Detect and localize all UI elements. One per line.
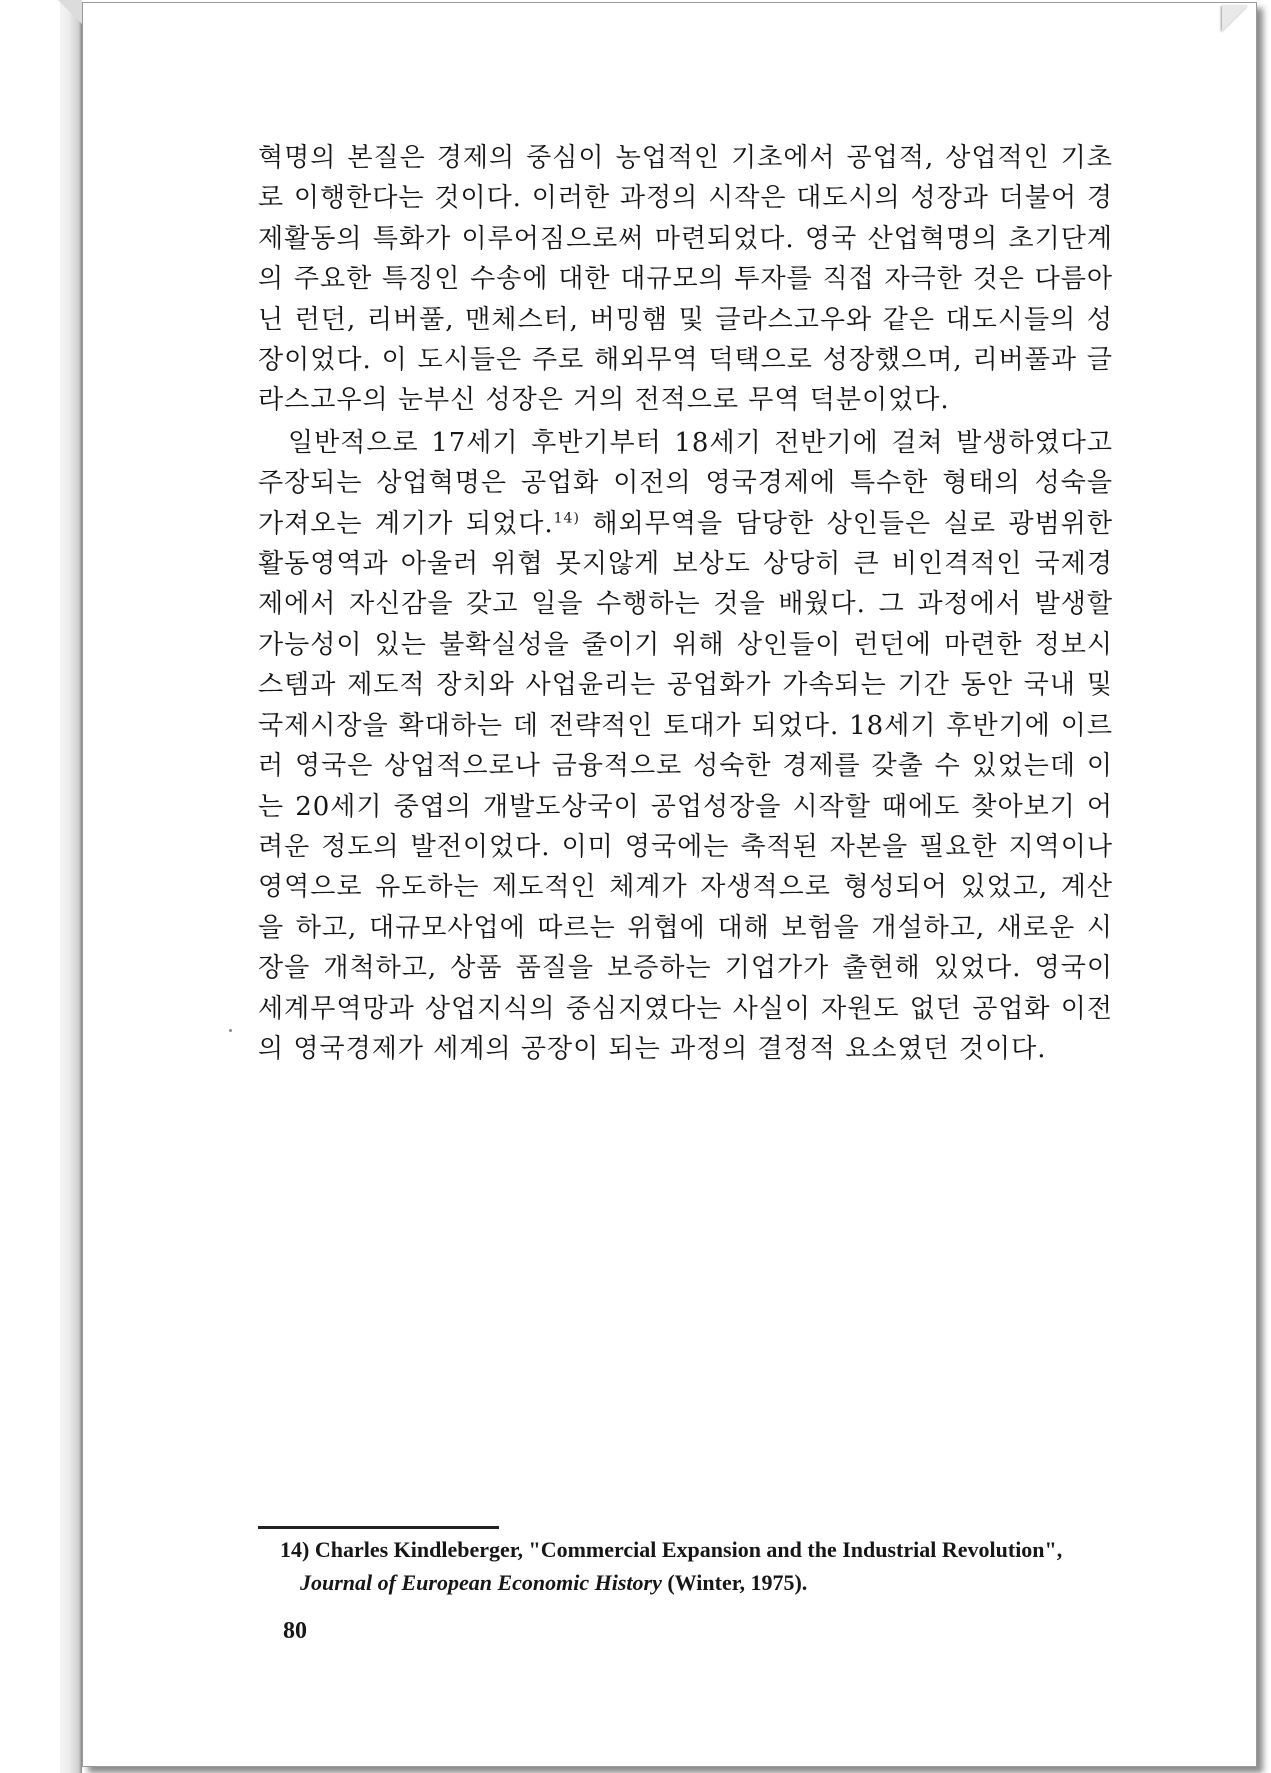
paragraph-2-part-1: 일반적으로 17세기 후반기부터 18세기 전반기에 걸쳐 발생하였다고 주장되는 상업혁명은 공업화 이전의 영국경제에 특수한 형태의 성숙을 가져오는 계기가 되었다.: [258, 427, 1113, 539]
page-curl-corner: [1222, 5, 1248, 31]
page-number: 80: [283, 1618, 307, 1644]
paragraph-1: 혁명의 본질은 경제의 중심이 농업적인 기초에서 공업적, 상업적인 기초로 이행한다는 것이다. 이러한 과정의 시작은 대도시의 성장과 더불어 경제활동의 특화가 이루어짐으로써 마련되었다. 영국 산업혁명의 초기단계의 주요한 특징인 수송에 대한 대규모의 투자를 직접 자극한 것은 다름아닌 런던, 리버풀, 맨체스터, 버밍햄 및 글라스고우와 같은 대도시들의 성장이었다. 이 도시들은 주로 해외무역 덕택으로 성장했으며, 리버풀과 글라스고우의 눈부신 성장은 거의 전적으로 무역 덕분이었다.: [258, 143, 1113, 416]
paragraph-2: [258, 423, 1113, 1070]
footnote-number: 14): [280, 1537, 310, 1562]
footnote-line-2: [280, 1566, 1140, 1599]
footnote: [280, 1533, 1140, 1599]
footnote-citation: Charles Kindleberger, "Commercial Expansion and the Industrial Revolution",: [314, 1537, 1063, 1562]
footnote-journal: Journal of European Economic History: [300, 1570, 662, 1595]
body-text: [258, 138, 1113, 1069]
footnote-date: (Winter, 1975).: [661, 1570, 808, 1595]
scan-speck: [229, 1029, 232, 1032]
binding-fold: [58, 0, 82, 24]
footnote-divider: [258, 1526, 499, 1529]
footnote-line-1: [280, 1533, 1140, 1566]
book-binding: [60, 0, 82, 1773]
paragraph-2-part-2: 해외무역을 담당한 상인들은 실로 광범위한 활동영역과 아울러 위협 못지않게 보상도 상당히 큰 비인격적인 국제경제에서 자신감을 갖고 일을 수행하는 것을 배웠다. 그 과정에서 발생할 가능성이 있는 불확실성을 줄이기 위해 상인들이 런던에 마련한 정보시스템과 제도적 장치와 사업윤리는 공업화가 가속되는 기간 동안 국내 및 국제시장을 확대하는 데 전략적인 토대가 되었다. 18세기 후반기에 이르러 영국은 상업적으로나 금융적으로 성숙한 경제를 갖출 수 있었는데 이는 20세기 중엽의 개발도상국이 공업성장을 시작할 때에도 찾아보기 어려운 정도의 발전이었다. 이미 영국에는 축적된 자본을 필요한 지역이나 영역으로 유도하는 제도적인 체계가 자생적으로 형성되어 있었고, 계산을 하고, 대규모사업에 따르는 위협에 대해 보험을 개설하고, 새로운 시장을 개척하고, 상품 품질을 보증하는 기업가가 출현해 있었다. 영국이 세계무역망과 상업지식의 중심지였다는 사실이 자원도 없던 공업화 이전의 영국경제가 세계의 공장이 되는 과정의 결정적 요소였던 것이다.: [258, 508, 1113, 1064]
footnote-reference[interactable]: 14): [553, 510, 580, 526]
